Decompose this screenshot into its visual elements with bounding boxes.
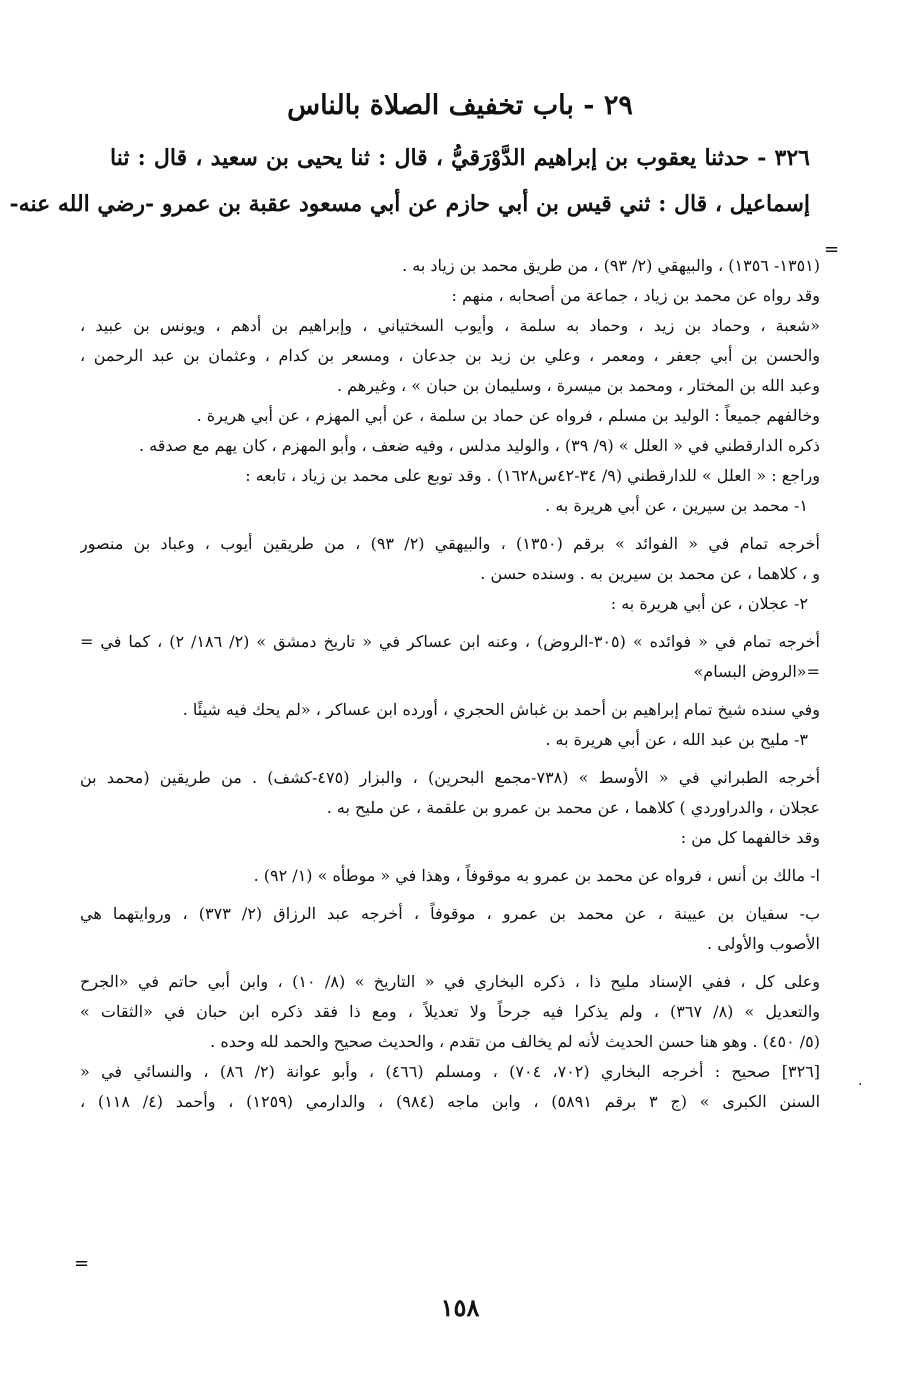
footnote-line: وراجع : « العلل » للدارقطني (٩/ ٣٤-٤٢س١٦٢٨) . وقد توبع على محمد بن زياد ، تابعه : (245, 466, 820, 485)
footnote-line: وخالفهم جميعاً : الوليد بن مسلم ، فرواه عن حماد بن سلمة ، عن أبي المهزم ، عن أبي هريرة . (196, 406, 820, 425)
footnote-line: ٢- عجلان ، عن أبي هريرة به : (610, 594, 808, 613)
footnote-line: عجلان ، والدراوردي ) كلاهما ، عن محمد بن عمرو بن علقمة ، عن مليح به . (326, 798, 820, 817)
footnote-line: والتعديل » (٨/ ٣٦٧) ، ولم يذكرا فيه جرحاً ولا تعديلاً ، ومع ذا فقد ذكره ابن حبان في «الثقات » (80, 1002, 820, 1021)
footnote-line: أخرجه تمام في « الفوائد » برقم (١٣٥٠) ، والبيهقي (٢/ ٩٣) ، من طريقين أيوب ، وعباد بن منصور (80, 534, 820, 553)
page-number: ١٥٨ (440, 1293, 480, 1322)
footnote-line: (١٣٥١- ١٣٥٦) ، والبيهقي (٢/ ٩٣) ، من طريق محمد بن زياد به . (402, 256, 820, 275)
footnote-line: وقد خالفهما كل من : (680, 828, 820, 847)
footnote-line: وفي سنده شيخ تمام إبراهيم بن أحمد بن غباش الحجري ، أورده ابن عساكر ، «لم يحك فيه شيئًا . (182, 700, 820, 719)
footnote-line: [٣٢٦] صحيح : أخرجه البخاري (٧٠٢، ٧٠٤) ، ومسلم (٤٦٦) ، وأبو عوانة (٢/ ٨٦) ، والنسائي في « (80, 1062, 820, 1081)
chapter-title: ٢٩ - باب تخفيف الصلاة بالناس (287, 90, 633, 121)
margin-dot: · (858, 1077, 863, 1093)
footnote-line: السنن الكبرى » (ج ٣ برقم ٥٨٩١) ، وابن ماجه (٩٨٤) ، والدارمي (١٢٥٩) ، وأحمد (٤/ ١١٨) ، (80, 1092, 820, 1111)
footnote-line: و ، كلاهما ، عن محمد بن سيرين به . وسنده حسن . (480, 564, 820, 583)
footnote-line: ذكره الدارقطني في « العلل » (٩/ ٣٩) ، والوليد مدلس ، وفيه ضعف ، وأبو المهزم ، كان يهم مع صدقه . (139, 436, 820, 455)
footnote-line: =«الروض البسام» (693, 662, 820, 681)
footnote-line: الأصوب والأولى . (707, 934, 820, 953)
footnote-line: ١- محمد بن سيرين ، عن أبي هريرة به . (545, 496, 808, 515)
footnote-line: أخرجه الطبراني في « الأوسط » (٧٣٨-مجمع البحرين) ، والبزار (٤٧٥-كشف) . من طريقين (محمد بن (80, 768, 820, 787)
footnote-line: ٣- مليح بن عبد الله ، عن أبي هريرة به . (545, 730, 808, 749)
footnote-line: وعبد الله بن المختار ، ومحمد بن ميسرة ، وسليمان بن حبان » ، وغيرهم . (336, 376, 820, 395)
footnote-line: ا- مالك بن أنس ، فرواه عن محمد بن عمرو به موقوفاً ، وهذا في « موطأه » (١/ ٩٢) . (253, 866, 820, 885)
footnote-line: أخرجه تمام في « فوائده » (٣٠٥-الروض) ، وعنه ابن عساكر في « تاريخ دمشق » (٢/ ١٨٦/ ٢) ، كما في = (80, 632, 820, 651)
continuation-mark-bottom: = (74, 1253, 90, 1274)
hadith-text-line-1: ٣٢٦ - حدثنا يعقوب بن إبراهيم الدَّوْرَقيُّ ، قال : ثنا يحيى بن سعيد ، قال : ثنا (110, 145, 810, 171)
footnote-line: ب- سفيان بن عيينة ، عن محمد بن عمرو ، موقوفاً ، أخرجه عبد الرزاق (٢/ ٣٧٣) ، وروايتهما هي (80, 904, 820, 923)
continuation-mark-top: = (824, 239, 840, 260)
footnote-line: «شعبة ، وحماد بن زيد ، وحماد به سلمة ، وأيوب السختياني ، وإبراهيم بن أدهم ، ويونس بن عبيد ، (80, 316, 820, 335)
footnotes-block (80, 251, 820, 1117)
hadith-text-line-2: إسماعيل ، قال : ثني قيس بن أبي حازم عن أبي مسعود عقبة بن عمرو -رضي الله عنه- (9, 191, 810, 217)
footnote-line: وعلى كل ، ففي الإسناد مليح ذا ، ذكره البخاري في « التاريخ » (٨/ ١٠) ، وابن أبي حاتم في «الجرح (80, 972, 820, 991)
footnote-line: (٥/ ٤٥٠) . وهو هنا حسن الحديث لأنه لم يخالف من تقدم ، والحديث صحيح والحمد لله وحده . (210, 1032, 820, 1051)
footnote-line: وقد رواه عن محمد بن زياد ، جماعة من أصحابه ، منهم : (451, 286, 820, 305)
footnote-line: والحسن بن أبي جعفر ، ومعمر ، وعلي بن زيد بن جدعان ، ومسعر بن كدام ، وعثمان بن عبد الرحمن ، (80, 346, 820, 365)
